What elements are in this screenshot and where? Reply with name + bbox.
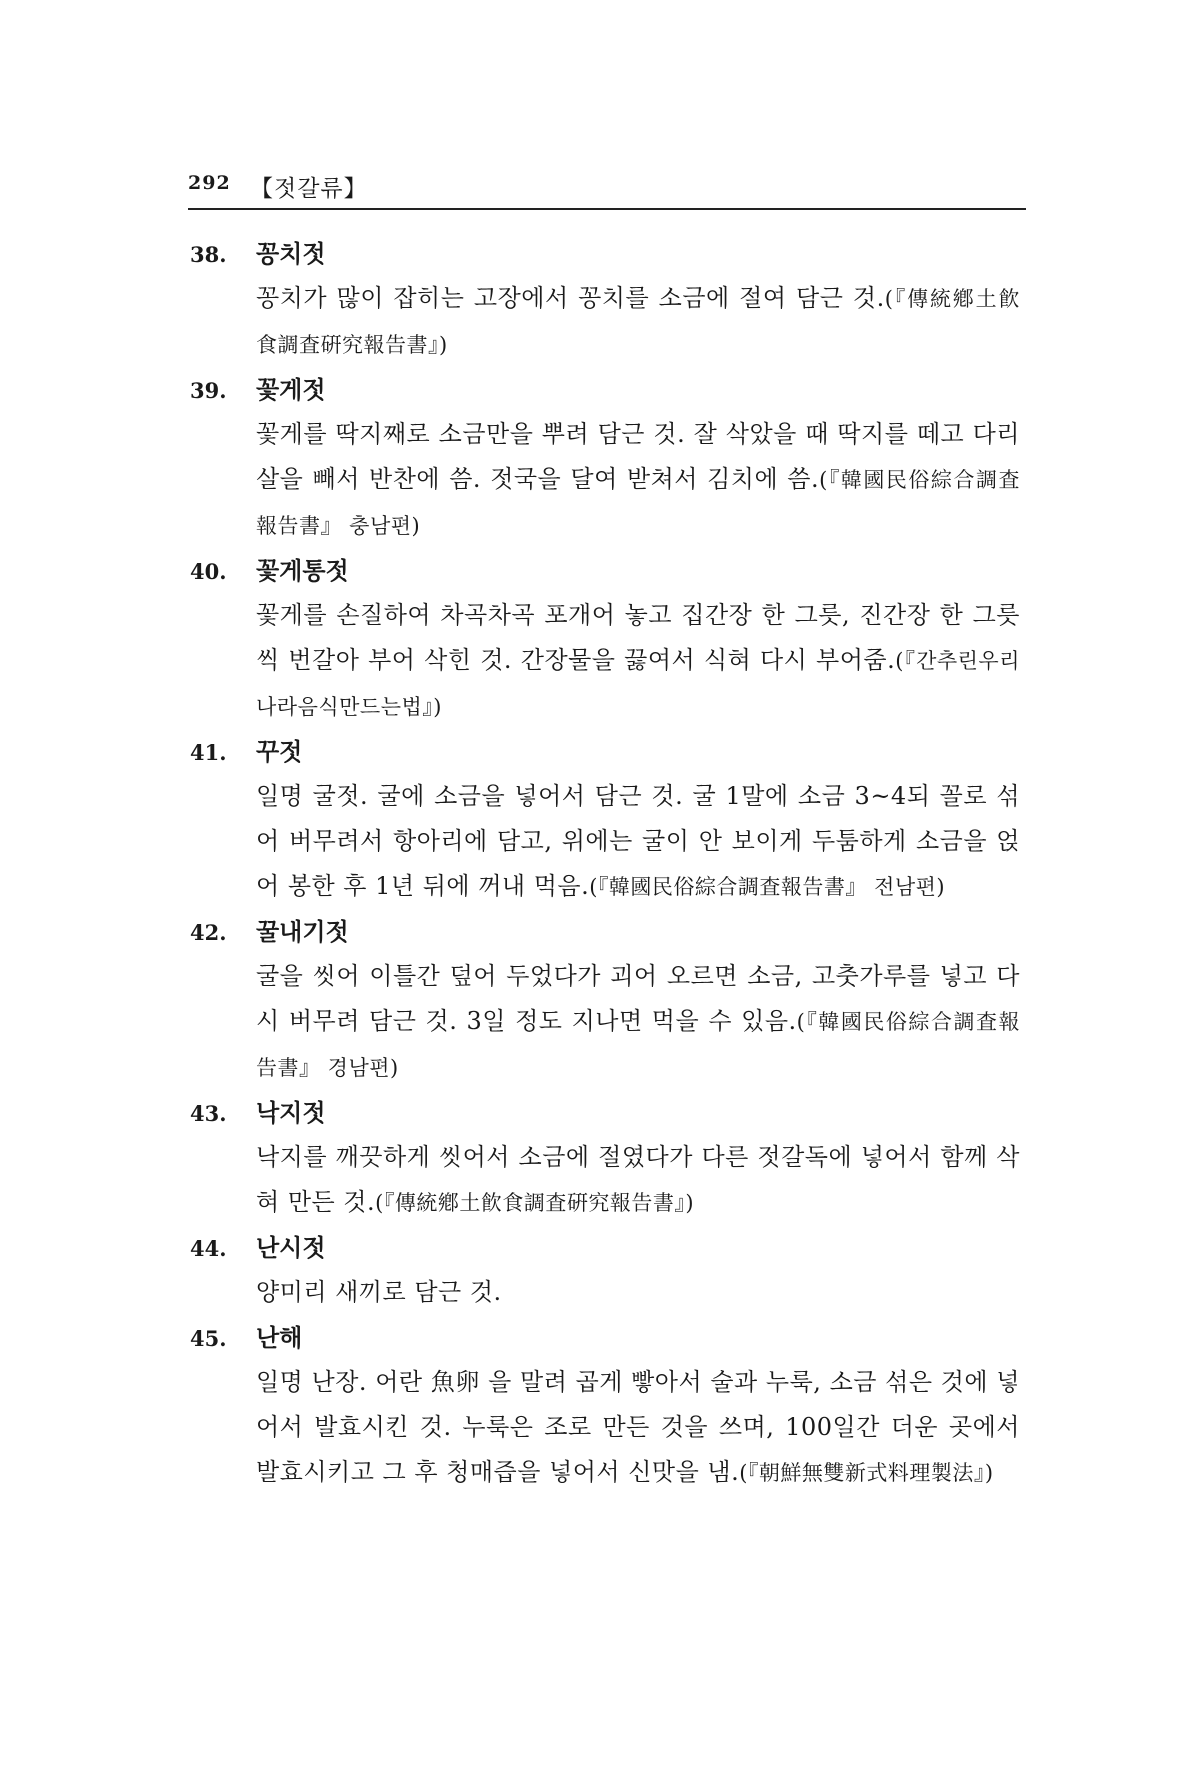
entry-term: 꽃게젓 (256, 375, 326, 404)
entry-42 (190, 910, 1020, 1091)
entry-number: 43. (190, 1101, 227, 1126)
entry-description (256, 276, 1020, 368)
entry-39 (190, 368, 1020, 549)
entry-description (256, 1135, 1020, 1226)
entry-description (256, 412, 1020, 549)
entry-description (256, 774, 1020, 910)
entry-number: 45. (190, 1326, 227, 1351)
entry-text: 일명 난장. 어란 魚卵 을 말려 곱게 빻아서 술과 누룩, 소금 섞은 것에 넣어서 발효시킨 것. 누룩은 조로 만든 것을 쓰며, 100일간 더운 곳에서 발효시키고 그 후 청매즙을 넣어서 신맛을 냄. (256, 1368, 1020, 1486)
entry-heading (190, 1226, 1020, 1270)
entry-45 (190, 1316, 1020, 1496)
entry-term: 난해 (256, 1323, 303, 1352)
entry-term: 꿀내기젓 (256, 917, 349, 946)
entry-text: 굴을 씻어 이틀간 덮어 두었다가 괴어 오르면 소금, 고춧가루를 넣고 다시 버무려 담근 것. 3일 정도 지나면 먹을 수 있음. (256, 962, 1020, 1035)
entry-term: 꾸젓 (256, 737, 303, 766)
entry-38 (190, 232, 1020, 368)
entry-40 (190, 549, 1020, 730)
entry-heading (190, 232, 1020, 276)
entry-term: 꽁치젓 (256, 239, 326, 268)
entry-number: 44. (190, 1236, 227, 1261)
entry-number: 41. (190, 740, 227, 765)
entry-source: (『傳統鄕土飮食調査硏究報告書』) (375, 1191, 695, 1215)
entry-term: 낙지젓 (256, 1098, 326, 1127)
entry-heading (190, 1091, 1020, 1135)
entry-44 (190, 1226, 1020, 1316)
entry-list (190, 232, 1020, 1496)
page-header (188, 170, 1026, 210)
entry-text: 꽁치가 많이 잡히는 고장에서 꽁치를 소금에 절여 담근 것. (256, 284, 885, 312)
entry-term: 난시젓 (256, 1233, 326, 1262)
entry-source: (『韓國民俗綜合調査報告書』 충남편) (256, 468, 1020, 538)
entry-description (256, 1270, 1020, 1316)
entry-heading (190, 910, 1020, 954)
entry-number: 40. (190, 559, 227, 584)
entry-description (256, 593, 1020, 730)
entry-source: (『韓國民俗綜合調査報告書』 전남편) (589, 875, 946, 899)
section-title: 【젓갈류】 (250, 176, 368, 202)
entry-heading (190, 730, 1020, 774)
entry-number: 39. (190, 378, 227, 403)
entry-text: 일명 굴젓. 굴에 소금을 넣어서 담근 것. 굴 1말에 소금 3~4되 꼴로 섞어 버무려서 항아리에 담고, 위에는 굴이 안 보이게 두툼하게 소금을 얹어 봉한 후 1년 뒤에 꺼내 먹음. (256, 782, 1020, 900)
entry-41 (190, 730, 1020, 910)
entry-source: (『간추린우리나라음식만드는법』) (256, 649, 1021, 719)
entry-text: 낙지를 깨끗하게 씻어서 소금에 절였다가 다른 젓갈독에 넣어서 함께 삭혀 만든 것. (256, 1143, 1020, 1216)
entry-description (256, 954, 1020, 1091)
entry-source: (『傳統鄕土飮食調査硏究報告書』) (256, 287, 1020, 357)
entry-43 (190, 1091, 1020, 1226)
entry-text: 꽃게를 손질하여 차곡차곡 포개어 놓고 집간장 한 그릇, 진간장 한 그릇씩 번갈아 부어 삭힌 것. 간장물을 끓여서 식혀 다시 부어줌. (256, 601, 1020, 674)
entry-description (256, 1360, 1020, 1496)
entry-text: 양미리 새끼로 담근 것. (256, 1278, 502, 1306)
entry-number: 38. (190, 242, 227, 267)
entry-source: (『韓國民俗綜合調査報告書』 경남편) (256, 1010, 1020, 1080)
entry-text: 꽃게를 딱지째로 소금만을 뿌려 담근 것. 잘 삭았을 때 딱지를 떼고 다리살을 빼서 반찬에 씀. 젓국을 달여 받쳐서 김치에 씀. (256, 420, 1020, 493)
entry-source: (『朝鮮無雙新式料理製法』) (739, 1461, 994, 1485)
page-number: 292 (188, 172, 231, 194)
entry-heading (190, 368, 1020, 412)
entry-heading (190, 1316, 1020, 1360)
entry-number: 42. (190, 920, 227, 945)
entry-term: 꽃게통젓 (256, 556, 349, 585)
entry-heading (190, 549, 1020, 593)
